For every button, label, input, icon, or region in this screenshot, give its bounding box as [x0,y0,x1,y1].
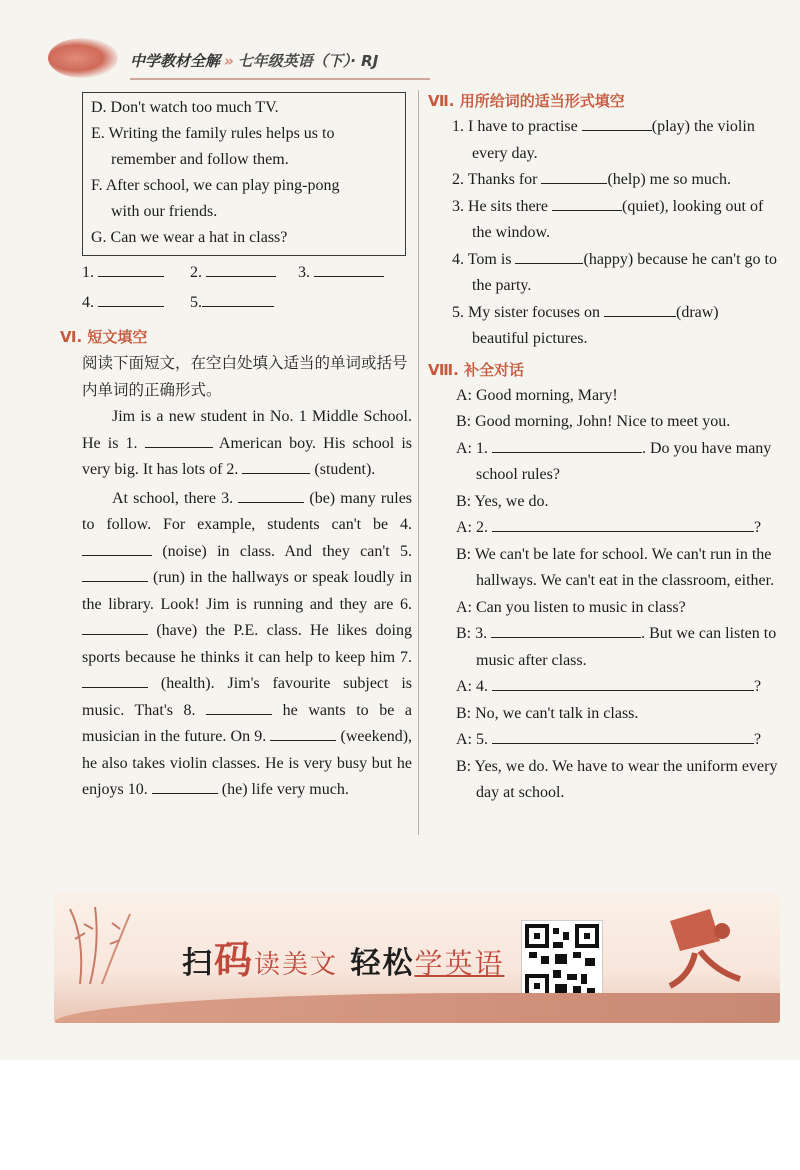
passage-text: (he) life very much. [221,781,349,798]
grade-label: 七年级英语（下）· RJ [237,52,379,70]
cloze-blank-1[interactable] [145,433,213,448]
options-box [82,92,406,256]
option-f-cont: with our friends. [111,203,218,220]
passage-text: (health). Jim's favourite subject is music. That's 8. [82,675,413,719]
dialogue-line: B: Good morning, John! Nice to meet you. [456,413,731,430]
dialogue-blank-2[interactable] [492,517,754,532]
qr-code-icon[interactable] [522,921,602,1001]
dialogue-text: A: 5. [456,731,488,748]
passage-text: (be) many rules to follow. For example, students can't be 4. [82,489,413,533]
dialogue [428,383,778,807]
dialogue-blank-3[interactable] [491,623,641,638]
dialogue-line [456,621,778,674]
banner-slogan [182,929,505,984]
question-text: (play) the violin every day. [472,118,755,162]
dialogue-blank-4[interactable] [492,676,754,691]
question-3 [428,194,778,247]
dialogue-line [456,436,778,489]
passage-text: (noise) in class. And they can't 5. [162,542,412,560]
grass-decoration-icon [60,899,180,989]
question-1 [428,114,778,167]
passage-text: (weekend), he also takes violin classes. He is very busy but he enjoys 10. [82,728,413,798]
cloze-blank-10[interactable] [152,779,218,794]
page-header [30,36,410,86]
option-d: D. Don't watch too much TV. [91,99,279,116]
promo-banner [54,893,780,1023]
answer-label: 2. [190,264,202,281]
answer-blank-4[interactable] [98,292,164,307]
dialogue-text: A: 1. [456,439,488,457]
cloze-blank-5[interactable] [82,567,148,582]
passage-text: American boy. His school is very big. It has lots of 2. [82,434,413,478]
slogan-part: 读美文 [254,950,339,980]
header-arrow: » [224,52,234,70]
section-7-heading: Ⅶ. 用所给词的适当形式填空 [428,92,625,110]
question-text: 4. Tom is [452,250,512,268]
dialogue-line [456,674,778,701]
answer-blanks [82,258,412,318]
flying-reader-icon [640,901,750,1001]
answer-blank-3[interactable] [314,262,384,277]
passage-text: (have) the P.E. class. He likes doing sports because he thinks it can help to keep him 7. [82,622,412,666]
answer-label: 3. [298,264,310,281]
dialogue-line [456,515,778,542]
dialogue-text: ? [754,519,762,536]
dialogue-line: B: Yes, we do. [456,492,549,510]
answer-label: 5. [190,294,202,311]
dialogue-text: A: 4. [456,678,488,695]
cloze-blank-6[interactable] [82,620,148,635]
answer-blank-5[interactable] [202,292,274,307]
left-column [60,92,413,804]
question-text: 3. He sits there [452,197,548,215]
dialogue-text: ? [754,678,762,695]
dialogue-text: A: 2. [456,519,488,536]
question-5 [428,300,778,353]
passage-paragraph-2 [82,486,412,804]
fill-blank-1[interactable] [582,116,652,131]
question-text: (quiet), looking out of the window. [472,197,764,241]
cloze-blank-7[interactable] [82,673,148,688]
book-title: 中学教材全解 [130,52,221,70]
cloze-blank-8[interactable] [206,700,272,715]
cloze-blank-4[interactable] [82,541,152,556]
right-column [428,88,778,807]
dialogue-text: ? [754,731,762,748]
question-text: (draw) beautiful pictures. [472,303,719,347]
passage-text: he wants to be a musician in the future. On 9. [82,701,413,745]
answer-label: 4. [82,294,94,311]
column-divider [418,90,419,835]
passage-paragraph-1 [82,404,412,484]
cloze-passage [82,404,412,804]
slogan-part: 轻松 [350,946,415,981]
cloze-blank-3[interactable] [238,488,304,503]
dialogue-line: B: Yes, we do. We have to wear the uniform every day at school. [456,757,778,801]
fill-blank-3[interactable] [552,196,622,211]
question-text: 2. Thanks for [452,171,538,188]
question-text: (happy) because he can't go to the party. [472,250,777,294]
section-6-heading: Ⅵ. 短文填空 [60,328,148,346]
dialogue-text: B: 3. [456,625,488,642]
header-rule [130,78,430,80]
slogan-part: 学英语 [414,947,505,980]
dialogue-line: A: Can you listen to music in class? [456,598,686,616]
header-title [130,50,378,71]
section-7-questions [428,114,778,353]
section-6-instruction: 阅读下面短文，在空白处填入适当的单词或括号内单词的正确形式。 [82,354,408,399]
question-2 [428,167,778,194]
cloze-blank-9[interactable] [270,726,336,741]
dialogue-text: . But we can listen to music after class. [476,625,777,669]
section-8-heading: Ⅷ. 补全对话 [428,360,525,379]
answer-blank-2[interactable] [206,262,276,277]
option-e: E. Writing the family rules helps us to [91,125,335,142]
dialogue-blank-1[interactable] [492,438,642,453]
question-text: 5. My sister focuses on [452,303,600,321]
dialogue-line: B: We can't be late for school. We can't run in the hallways. We can't eat in the classroom, either. [456,545,775,589]
answer-blank-1[interactable] [98,262,164,277]
dialogue-line: B: No, we can't talk in class. [456,704,639,722]
option-g: G. Can we wear a hat in class? [91,229,288,246]
question-text: (help) me so much. [607,171,731,188]
dialogue-line: A: Good morning, Mary! [456,386,618,404]
question-text: 1. I have to practise [452,118,578,135]
dialogue-blank-5[interactable] [492,729,754,744]
passage-text: (run) in the hallways or speak loudly in the library. Look! Jim is running and they are 6. [82,569,413,613]
question-4 [428,247,778,300]
dialogue-text: . Do you have many school rules? [476,439,772,483]
dialogue-line [456,727,778,754]
slogan-part: 码 [214,938,255,982]
passage-text: At school, there 3. [112,489,234,507]
answer-label: 1. [82,264,94,281]
passage-text: Jim is a new student in No. 1 Middle School. He is 1. [82,408,412,452]
header-decoration [48,38,118,78]
slogan-part: 扫 [182,946,214,981]
fill-blank-2[interactable] [541,169,607,184]
banner-wave [54,993,780,1023]
option-f: F. After school, we can play ping-pong [91,177,340,194]
fill-blank-4[interactable] [515,249,583,264]
cloze-blank-2[interactable] [242,459,310,474]
passage-text: (student). [314,461,376,478]
option-e-cont: remember and follow them. [111,151,289,168]
fill-blank-5[interactable] [604,302,676,317]
